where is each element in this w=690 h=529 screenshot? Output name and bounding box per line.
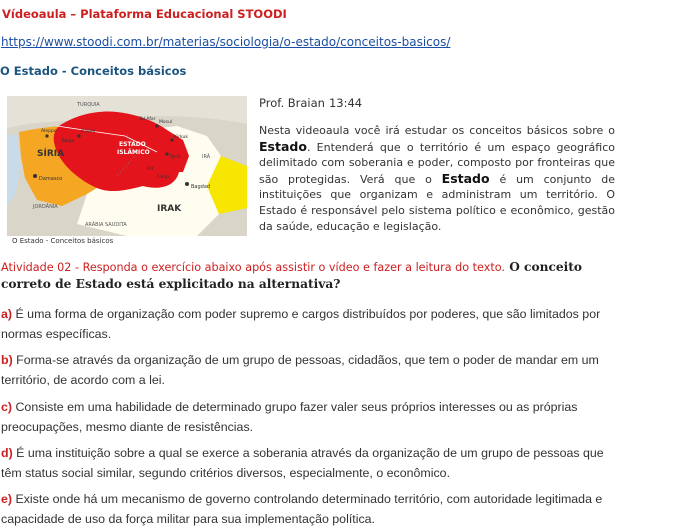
intro-text-3: é um conjunto de instituições que organizam e administram um território. O Estado é responsável pelo sistema político e econômico, gestão da saúde, educação e legislação. — [259, 172, 616, 233]
option-d — [1, 443, 609, 483]
activity-lead: Atividade 02 - Responda o exercício abaixo após assistir o vídeo e fazer a leitura do texto. — [1, 261, 505, 274]
option-e — [1, 489, 609, 529]
section-subtitle: O Estado - Conceitos básicos — [0, 64, 187, 78]
intro-bold-estado-1: Estado — [259, 138, 307, 154]
label-telafar: Tel Afar — [139, 117, 156, 122]
video-duration: 13:44 — [328, 96, 363, 110]
label-faluja: Faluja — [157, 175, 171, 180]
label-tikrit: Tikrit — [169, 155, 181, 160]
option-letter: a) — [1, 307, 13, 321]
activity-prompt — [1, 259, 621, 293]
label-hit: Hit — [147, 167, 154, 172]
label-kirkuk: Kirkuk — [174, 135, 188, 140]
option-text: É uma forma de organização com poder supremo e cargos distribuídos por poderes, que são limitados por normas específicas. — [1, 307, 601, 341]
author-line — [259, 96, 362, 110]
label-ira: IRÃ — [202, 154, 211, 160]
option-letter: e) — [1, 492, 13, 506]
stoodi-link[interactable]: https://www.stoodi.com.br/materias/sociologia/o-estado/conceitos-basicos/ — [1, 35, 451, 49]
label-siria: SÍRIA — [37, 149, 65, 159]
label-tabqa: Tabqa — [61, 139, 75, 144]
option-a — [1, 304, 609, 344]
map-caption: O Estado - Conceitos básicos — [12, 237, 114, 245]
author-name: Prof. Braian — [259, 96, 325, 110]
intro-text-2: . Entenderá que o território é um espaço geográfico delimitado com soberania e poder, composto por fronteiras que são protegidas. Verá que o — [259, 140, 615, 186]
map-graphic — [7, 96, 247, 236]
video-thumbnail-map[interactable] — [7, 96, 247, 236]
label-raqqa: Raqqa — [81, 129, 96, 134]
intro-paragraph — [259, 123, 615, 234]
label-mosul: Mosul — [159, 120, 173, 125]
label-bagdad: Bagdad — [191, 184, 211, 190]
raqqa-dot — [77, 134, 80, 137]
option-text: Existe onde há um mecanismo de governo controlando determinado território, com autoridade legitimada e capacidade de uso da força militar para sua implementação política. — [1, 492, 603, 526]
option-letter: d) — [1, 446, 13, 460]
label-aleppo: Aleppo — [41, 129, 57, 134]
bagdad-dot — [185, 182, 189, 186]
option-text: Forma-se através da organização de um grupo de pessoas, cidadãos, que tem o poder de mandar em um território, de acordo com a lei. — [1, 353, 599, 387]
option-letter: b) — [1, 353, 13, 367]
option-b — [1, 350, 609, 390]
option-text: Consiste em uma habilidade de determinado grupo fazer valer seus próprios interesses ou as próprias preocupações, mesmo diante de resistências. — [1, 400, 578, 434]
label-estado: ESTADO — [119, 141, 146, 148]
label-turquia: TURQUIA — [77, 102, 100, 108]
label-irak: IRAK — [157, 204, 182, 214]
label-arabia: ARÁBIA SAUDITA — [85, 222, 127, 228]
label-islamico: ISLÂMICO — [117, 149, 150, 156]
intro-bold-estado-2: Estado — [441, 170, 490, 186]
label-jordania: JORDÂNIA — [33, 204, 58, 210]
damasco-dot — [33, 174, 37, 178]
option-text: É uma instituição sobre a qual se exerce a soberania através da organização de um grupo de pessoas que têm status social similar, segundo critérios diversos, especialmente, o econômico. — [1, 446, 604, 480]
activity-question: O conceito correto de Estado está explicitado na alternativa? — [1, 260, 583, 291]
page-title: Vídeoaula – Plataforma Educacional STOODI — [2, 7, 287, 21]
label-damasco: Damasco — [39, 176, 63, 182]
option-letter: c) — [1, 400, 13, 414]
intro-text-1: Nesta videoaula você irá estudar os conceitos básicos sobre o — [259, 124, 615, 137]
aleppo-dot — [45, 134, 48, 137]
option-c — [1, 397, 609, 437]
